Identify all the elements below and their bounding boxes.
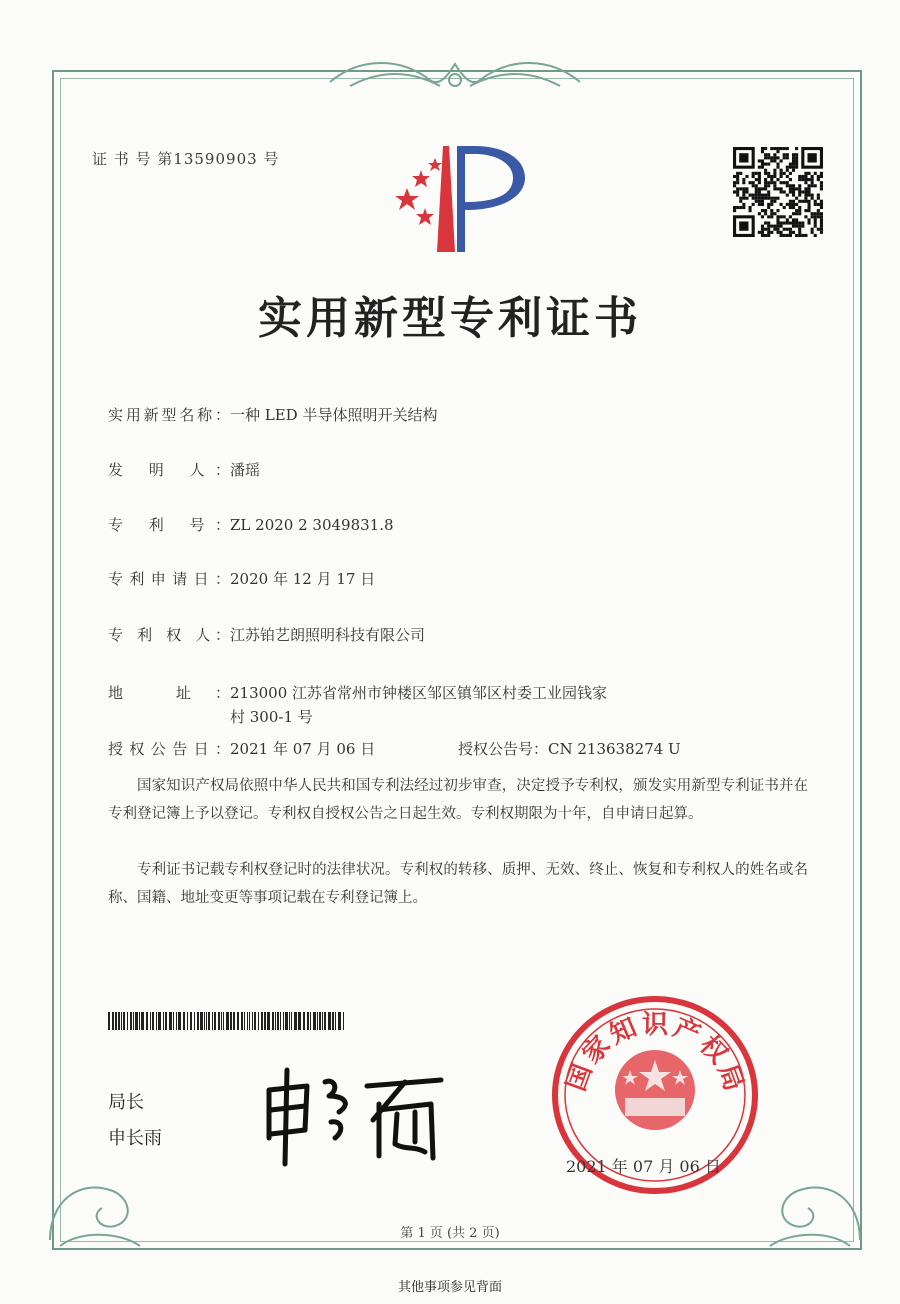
seal-character: 知 bbox=[605, 1012, 642, 1051]
field-value: 2021 年 07 月 06 日 bbox=[230, 740, 376, 758]
field-label: 专利申请日： bbox=[108, 570, 230, 588]
barcode bbox=[108, 1012, 344, 1030]
field-value: 一种 LED 半导体照明开关结构 bbox=[230, 406, 438, 424]
field-application-date bbox=[108, 568, 375, 589]
field-value: 潘瑶 bbox=[230, 461, 261, 479]
field-value: 江苏铂艺朗照明科技有限公司 bbox=[230, 626, 426, 644]
logo-red-stroke bbox=[437, 146, 455, 252]
handwritten-signature bbox=[255, 1060, 465, 1170]
field-label: 授权公告号： bbox=[458, 740, 549, 758]
logo-star-3 bbox=[428, 158, 442, 171]
field-address bbox=[108, 682, 607, 703]
seal-date: 2021 年 07 月 06 日 bbox=[566, 1157, 721, 1176]
footer-note: 其他事项参见背面 bbox=[397, 1280, 502, 1295]
field-label: 实用新型名称： bbox=[108, 406, 230, 424]
field-patent-number bbox=[108, 514, 394, 535]
seal-character: 权 bbox=[693, 1030, 734, 1070]
field-label: 专 利 号： bbox=[108, 516, 230, 534]
certificate-title: 实用新型专利证书 bbox=[258, 293, 642, 344]
field-patentee bbox=[108, 624, 425, 645]
director-title: 局长 bbox=[108, 1092, 144, 1113]
field-inventor bbox=[108, 459, 260, 480]
field-label: 发 明 人： bbox=[108, 461, 230, 479]
qr-code bbox=[733, 147, 823, 237]
field-label: 专 利 权 人： bbox=[108, 626, 230, 644]
seal-character: 局 bbox=[711, 1060, 749, 1095]
field-grant-date bbox=[108, 738, 375, 759]
field-grant-number bbox=[458, 738, 681, 759]
logo-star-2 bbox=[412, 170, 430, 187]
top-ornament bbox=[320, 52, 590, 96]
field-label: 授权公告日： bbox=[108, 740, 230, 758]
field-value: CN 213638274 U bbox=[548, 740, 681, 758]
body-paragraph-1: 国家知识产权局依照中华人民共和国专利法经过初步审查，决定授予专利权，颁发实用新型专利证书并在专利登记簿上予以登记。专利权自授权公告之日起生效。专利权期限为十年，自申请日起算。 bbox=[108, 778, 808, 822]
seal-character: 识 bbox=[641, 1010, 669, 1040]
field-value: 213000 江苏省常州市钟楼区邹区镇邹区村委工业园钱家 bbox=[230, 684, 608, 702]
seal-character: 国 bbox=[561, 1060, 599, 1095]
body-paragraph-2: 专利证书记载专利权登记时的法律状况。专利权的转移、质押、无效、终止、恢复和专利权人的姓名或名称、国籍、地址变更等事项记载在专利登记簿上。 bbox=[108, 862, 808, 906]
seal-character: 家 bbox=[576, 1030, 617, 1070]
logo-star-4 bbox=[416, 208, 434, 225]
page-indicator: 第 1 页 (共 2 页) bbox=[400, 1226, 500, 1241]
patent-office-logo bbox=[385, 140, 535, 260]
field-address-line2: 村 300-1 号 bbox=[230, 708, 313, 726]
field-label: 地 址： bbox=[108, 684, 230, 702]
seal-character: 产 bbox=[668, 1012, 705, 1051]
logo-star-1 bbox=[395, 188, 419, 210]
director-name: 申长雨 bbox=[108, 1128, 162, 1149]
certificate-number: 证 书 号 第13590903 号 bbox=[92, 150, 280, 168]
logo-blue-p bbox=[457, 146, 525, 252]
field-value: 2020 年 12 月 17 日 bbox=[230, 570, 376, 588]
field-value: ZL 2020 2 3049831.8 bbox=[230, 516, 394, 534]
field-utility-model-name bbox=[108, 404, 437, 425]
